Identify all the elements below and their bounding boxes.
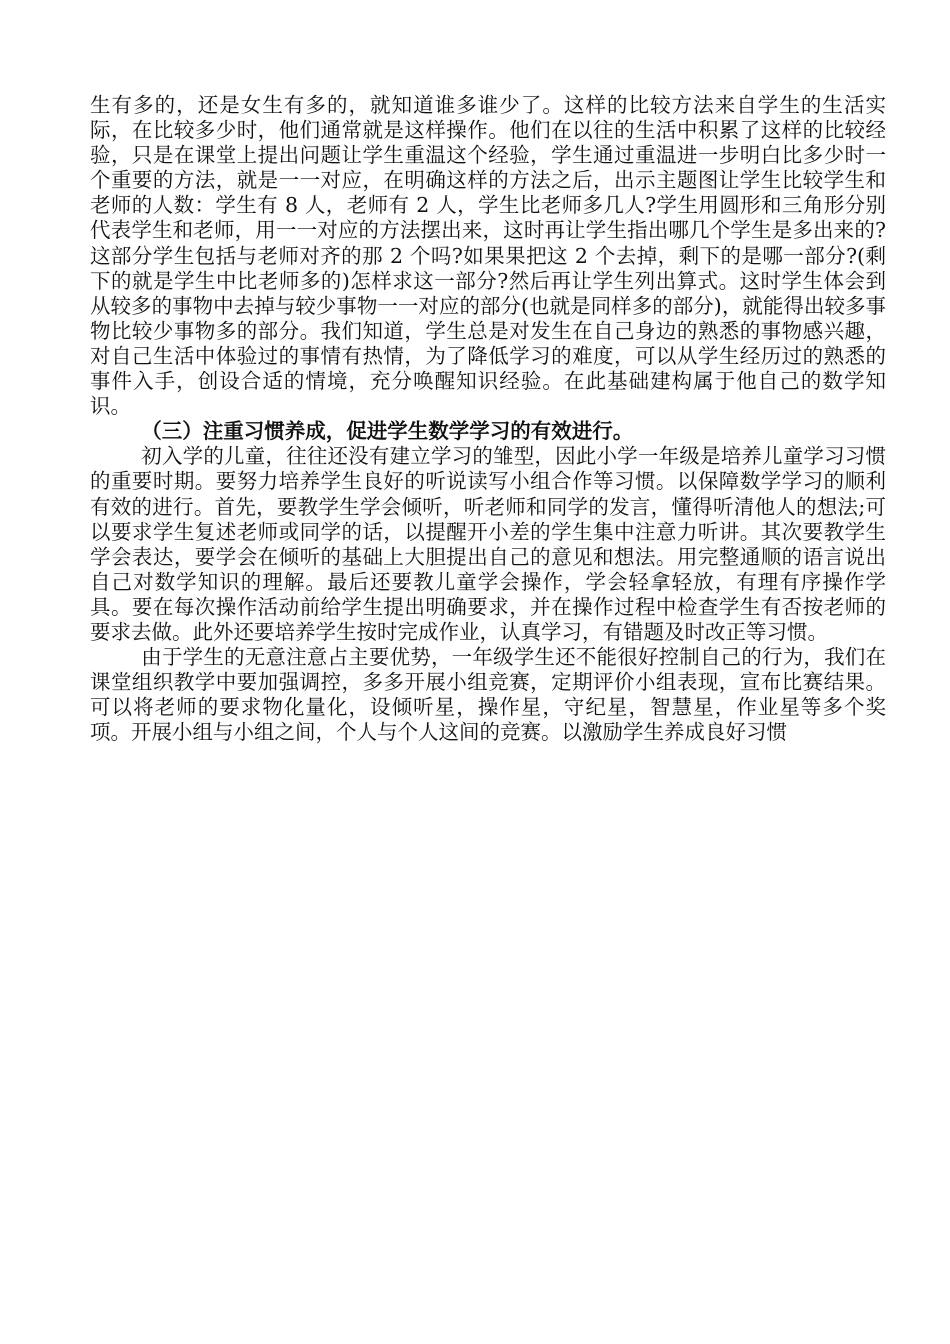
paragraph-habits: 初入学的儿童，往往还没有建立学习的雏型，因此小学一年级是培养儿童学习习惯的重要时期。要努力培养学生良好的听说读写小组合作等习惯。以保障数学学习的顺利有效的进行。首先，要教学生学会倾听，听老师和同学的发言，懂得听清他人的想法;可以要求学生复述老师或同学的话，以提醒开小差的学生集中注意力听讲。其次要教学生学会表达，要学会在倾听的基础上大胆提出自己的意见和想法。用完整通顺的语言说出自己对数学知识的理解。最后还要教儿童学会操作，学会轻拿轻放，有理有序操作学具。要在每次操作活动前给学生提出明确要求，并在操作过程中检查学生有否按老师的要求去做。此外还要培养学生按时完成作业，认真学习，有错题及时改正等习惯。: [90, 444, 886, 644]
section-heading: （三）注重习惯养成，促进学生数学学习的有效进行。: [141, 419, 634, 444]
paragraph-continued: 生有多的，还是女生有多的，就知道谁多谁少了。这样的比较方法来自学生的生活实际，在比较多少时，他们通常就是这样操作。他们在以往的生活中积累了这样的比较经验，只是在课堂上提出问题让学生重温这个经验，学生通过重温进一步明白比多少时一个重要的方法，就是一一对应，在明确这样的方法之后，出示主题图让学生比较学生和老师的人数：学生有 8 人，老师有 2 人，学生比老师多几人?学生用圆形和三角形分别代表学生和老师，用一一对应的方法摆出来，这时再让学生指出哪几个学生是多出来的?这部分学生包括与老师对齐的那 2 个吗?如果果把这 2 个去掉，剩下的是哪一部分?(剩下的就是学生中比老师多的)怎样求这一部分?然后再让学生列出算式。这时学生体会到从较多的事物中去掉与较少事物一一对应的部分(也就是同样多的部分)，就能得出较多事物比较少事物多的部分。我们知道，学生总是对发生在自己身边的熟悉的事物感兴趣，对自己生活中体验过的事情有热情，为了降低学习的难度，可以从学生经历过的熟悉的事件入手，创设合适的情境，充分唤醒知识经验。在此基础建构属于他自己的数学知识。: [90, 93, 886, 419]
paragraph-competition: 由于学生的无意注意占主要优势，一年级学生还不能很好控制自己的行为，我们在课堂组织教学中要加强调控，多多开展小组竞赛，定期评价小组表现，宣布比赛结果。可以将老师的要求物化量化，设倾听星，操作星，守纪星，智慧星，作业星等多个奖项。开展小组与小组之间，个人与个人这间的竞赛。以激励学生养成良好习惯: [90, 645, 886, 745]
document-page: [90, 93, 886, 745]
